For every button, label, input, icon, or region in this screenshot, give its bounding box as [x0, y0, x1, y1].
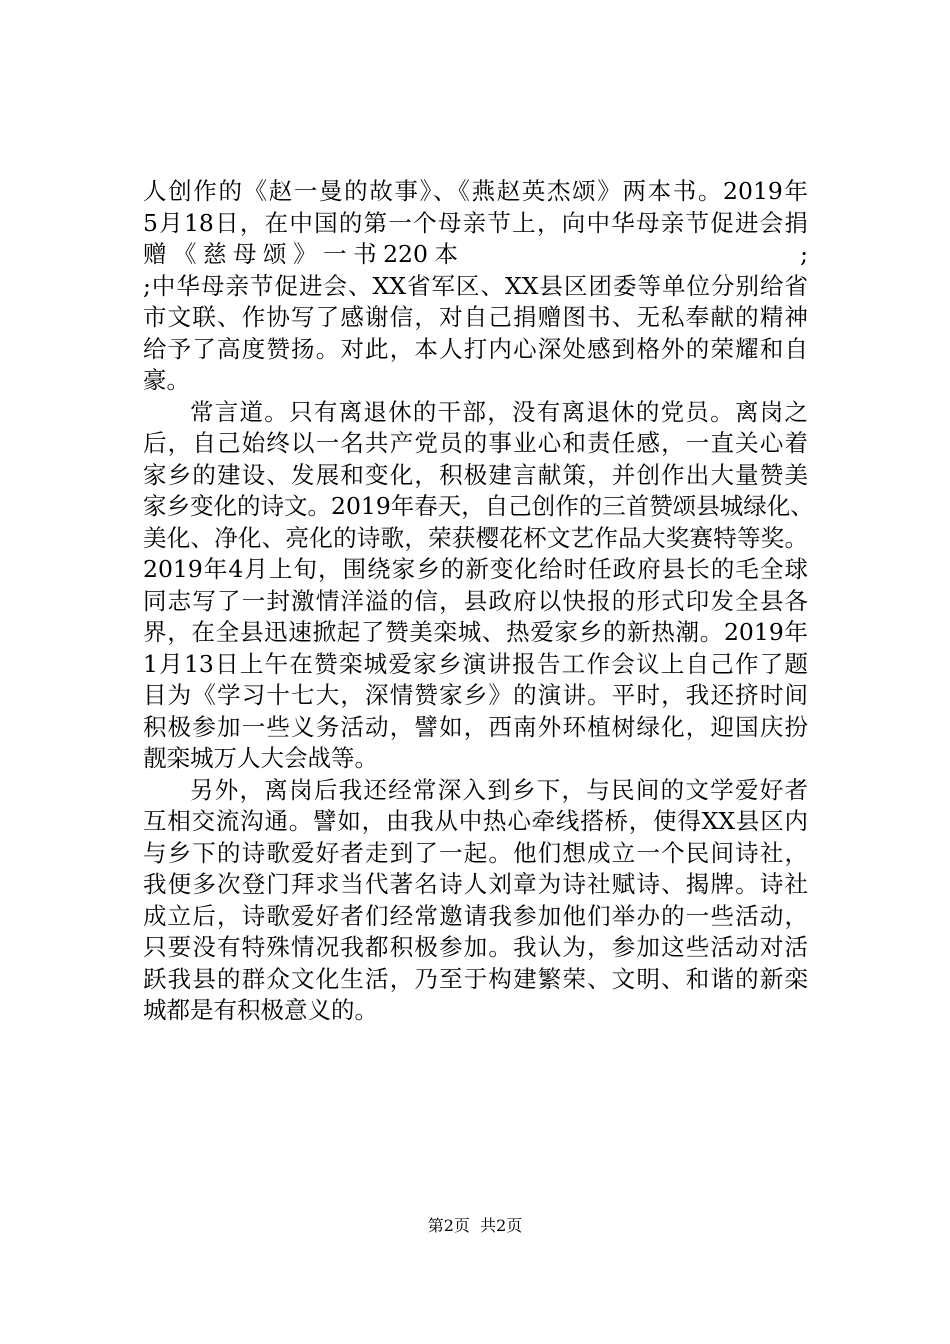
text-line: 豪。 — [143, 366, 190, 394]
text-line: 互相交流沟通。譬如，由我从中热心牵线搭桥，使得XX县区内 — [143, 807, 808, 835]
text-line: 5月18日，在中国的第一个母亲节上，向中华母亲节促进会捐 — [143, 208, 808, 237]
text-line: 跃我县的群众文化生活，乃至于构建繁荣、文明、和谐的新栾 — [143, 964, 808, 993]
text-line: 家乡变化的诗文。2019年春天，自己创作的三首赞颂县城绿化、 — [143, 492, 814, 520]
text-line: 赠《慈母颂》一书220本 ; — [143, 240, 808, 268]
document-body — [143, 176, 814, 1027]
text-line: 美化、净化、亮化的诗歌，荣获樱花杯文艺作品大奖赛特等奖。 — [143, 523, 808, 552]
paragraph — [143, 176, 808, 397]
text-line: 给予了高度赞扬。对此，本人打内心深处感到格外的荣耀和自 — [143, 334, 808, 363]
text-line: 成立后，诗歌爱好者们经常邀请我参加他们举办的一些活动， — [143, 901, 808, 930]
text-line: 靓栾城万人大会战等。 — [143, 744, 378, 772]
text-line: ;中华母亲节促进会、XX省军区、XX县区团委等单位分别给省 — [143, 271, 808, 300]
text-line: 与乡下的诗歌爱好者走到了一起。他们想成立一个民间诗社， — [143, 838, 808, 867]
text-line: 城都是有积极意义的。 — [143, 996, 378, 1024]
text-line: 同志写了一封激情洋溢的信，县政府以快报的形式印发全县各 — [143, 586, 808, 615]
text-line: 人创作的《赵一曼的故事》、《燕赵英杰颂》两本书。2019年 — [143, 177, 808, 205]
text-line: 家乡的建设、发展和变化，积极建言献策，并创作出大量赞美 — [143, 460, 808, 489]
text-line: 只要没有特殊情况我都积极参加。我认为，参加这些活动对活 — [143, 933, 808, 961]
paragraph — [143, 775, 808, 1027]
text-line: 目为《学习十七大，深情赞家乡》的演讲。平时，我还挤时间 — [143, 681, 808, 709]
text-line: 积极参加一些义务活动，譬如，西南外环植树绿化，迎国庆扮 — [143, 712, 808, 741]
text-line: 另外，离岗后我还经常深入到乡下，与民间的文学爱好者 — [190, 775, 808, 804]
text-line: 我便多次登门拜求当代著名诗人刘章为诗社赋诗、揭牌。诗社 — [143, 870, 808, 898]
text-line: 后，自己始终以一名共产党员的事业心和责任感，一直关心着 — [143, 429, 808, 457]
text-line: 2019年4月上旬，围绕家乡的新变化给时任政府县长的毛全球 — [143, 555, 808, 583]
text-line: 市文联、作协写了感谢信，对自己捐赠图书、无私奉献的精神 — [143, 303, 808, 331]
page-number-footer: 第2页 共2页 — [427, 1216, 523, 1235]
paragraph — [143, 397, 814, 775]
text-line: 常言道。只有离退休的干部，没有离退休的党员。离岗之 — [190, 397, 808, 426]
text-line: 界，在全县迅速掀起了赞美栾城、热爱家乡的新热潮。2019年 — [143, 618, 808, 646]
text-line: 1月13日上午在赞栾城爱家乡演讲报告工作会议上自己作了题 — [143, 649, 808, 678]
